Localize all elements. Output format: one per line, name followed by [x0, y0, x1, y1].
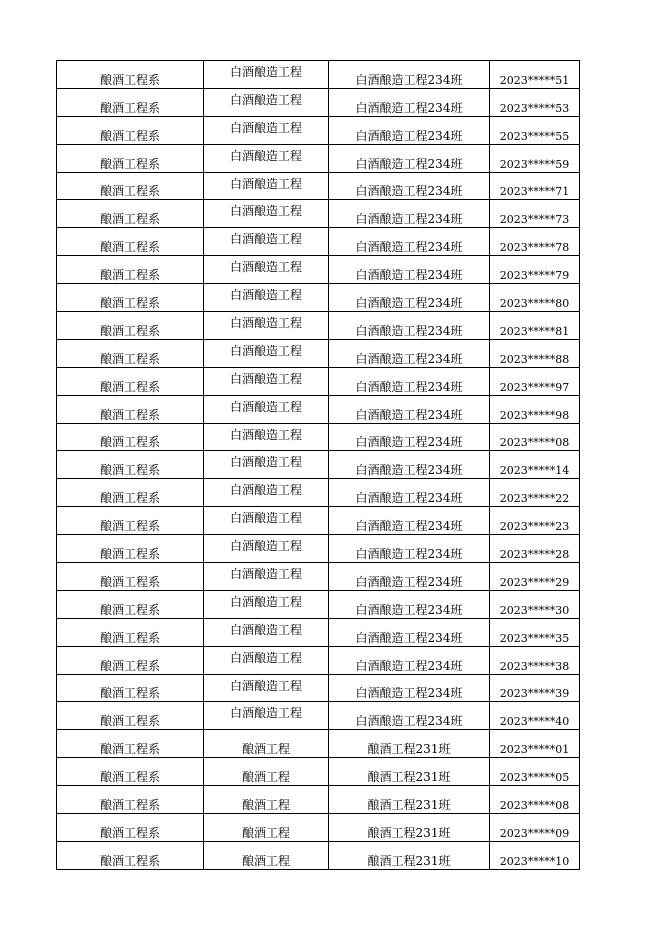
cell-student-id: 2023*****29	[499, 575, 570, 589]
cell-student-id: 2023*****97	[499, 380, 570, 394]
cell-class: 白酒酿造工程234班	[329, 284, 490, 311]
cell-class: 白酒酿造工程234班	[329, 340, 490, 367]
cell-major: 白酒酿造工程	[204, 675, 329, 702]
cell-student-id: 2023*****23	[499, 520, 570, 534]
table-row	[57, 702, 579, 730]
cell-department: 酿酒工程系	[57, 842, 204, 869]
table-row	[57, 675, 579, 703]
cell-class: 白酒酿造工程234班	[329, 256, 490, 283]
cell-class: 白酒酿造工程234班	[329, 145, 490, 172]
cell-student-id: 2023*****39	[499, 687, 570, 701]
cell-department: 酿酒工程系	[57, 675, 204, 702]
cell-major: 白酒酿造工程	[204, 535, 329, 562]
cell-student-id: 2023*****53	[499, 101, 570, 115]
cell-department: 酿酒工程系	[57, 228, 204, 255]
cell-department: 酿酒工程系	[57, 619, 204, 646]
table-row	[57, 312, 579, 340]
table-row	[57, 256, 579, 284]
cell-department: 酿酒工程系	[57, 117, 204, 144]
cell-major: 白酒酿造工程	[204, 451, 329, 478]
cell-department: 酿酒工程系	[57, 563, 204, 590]
cell-class: 白酒酿造工程234班	[329, 89, 490, 116]
cell-department: 酿酒工程系	[57, 396, 204, 423]
table-row	[57, 758, 579, 786]
cell-major: 白酒酿造工程	[204, 256, 329, 283]
table-row	[57, 340, 579, 368]
cell-major: 白酒酿造工程	[204, 368, 329, 395]
cell-department: 酿酒工程系	[57, 591, 204, 618]
cell-department: 酿酒工程系	[57, 758, 204, 785]
cell-major: 白酒酿造工程	[204, 702, 329, 729]
cell-department: 酿酒工程系	[57, 507, 204, 534]
table-row	[57, 89, 579, 117]
cell-student-id: 2023*****38	[499, 659, 570, 673]
student-table	[56, 60, 580, 870]
cell-department: 酿酒工程系	[57, 340, 204, 367]
cell-major: 白酒酿造工程	[204, 424, 329, 451]
cell-department: 酿酒工程系	[57, 535, 204, 562]
table-row	[57, 842, 579, 870]
table-row	[57, 591, 579, 619]
table-row	[57, 479, 579, 507]
cell-class: 白酒酿造工程234班	[329, 61, 490, 88]
cell-class: 酿酒工程231班	[329, 814, 490, 841]
cell-student-id: 2023*****40	[499, 715, 570, 729]
table-row	[57, 424, 579, 452]
cell-major: 白酒酿造工程	[204, 479, 329, 506]
cell-major: 酿酒工程	[204, 758, 329, 785]
cell-major: 酿酒工程	[204, 786, 329, 813]
table-row	[57, 619, 579, 647]
cell-department: 酿酒工程系	[57, 814, 204, 841]
cell-student-id: 2023*****98	[499, 408, 570, 422]
cell-student-id: 2023*****08	[499, 436, 570, 450]
cell-class: 白酒酿造工程234班	[329, 451, 490, 478]
table-row	[57, 396, 579, 424]
cell-class: 白酒酿造工程234班	[329, 702, 490, 729]
cell-major: 白酒酿造工程	[204, 563, 329, 590]
cell-major: 白酒酿造工程	[204, 173, 329, 200]
cell-class: 白酒酿造工程234班	[329, 647, 490, 674]
cell-major: 白酒酿造工程	[204, 312, 329, 339]
cell-student-id: 2023*****05	[499, 771, 570, 785]
cell-class: 白酒酿造工程234班	[329, 200, 490, 227]
cell-department: 酿酒工程系	[57, 145, 204, 172]
table-row	[57, 368, 579, 396]
cell-department: 酿酒工程系	[57, 647, 204, 674]
table-row	[57, 117, 579, 145]
cell-class: 白酒酿造工程234班	[329, 117, 490, 144]
cell-department: 酿酒工程系	[57, 61, 204, 88]
cell-student-id: 2023*****14	[499, 464, 570, 478]
cell-student-id: 2023*****01	[499, 743, 570, 757]
table-row	[57, 173, 579, 201]
cell-class: 白酒酿造工程234班	[329, 368, 490, 395]
table-row	[57, 535, 579, 563]
table-row	[57, 284, 579, 312]
cell-class: 白酒酿造工程234班	[329, 173, 490, 200]
cell-student-id: 2023*****55	[499, 129, 570, 143]
cell-department: 酿酒工程系	[57, 730, 204, 757]
cell-student-id: 2023*****10	[499, 854, 570, 868]
cell-class: 酿酒工程231班	[329, 730, 490, 757]
cell-class: 白酒酿造工程234班	[329, 479, 490, 506]
cell-student-id: 2023*****59	[499, 157, 570, 171]
cell-major: 白酒酿造工程	[204, 396, 329, 423]
cell-class: 酿酒工程231班	[329, 786, 490, 813]
cell-major: 酿酒工程	[204, 730, 329, 757]
cell-student-id: 2023*****51	[499, 73, 570, 87]
cell-department: 酿酒工程系	[57, 479, 204, 506]
cell-class: 白酒酿造工程234班	[329, 507, 490, 534]
cell-student-id: 2023*****30	[499, 603, 570, 617]
cell-major: 白酒酿造工程	[204, 284, 329, 311]
cell-student-id: 2023*****88	[499, 352, 570, 366]
cell-student-id: 2023*****28	[499, 548, 570, 562]
table-row	[57, 200, 579, 228]
cell-department: 酿酒工程系	[57, 173, 204, 200]
cell-major: 白酒酿造工程	[204, 340, 329, 367]
cell-class: 白酒酿造工程234班	[329, 619, 490, 646]
cell-major: 白酒酿造工程	[204, 228, 329, 255]
cell-student-id: 2023*****35	[499, 631, 570, 645]
cell-department: 酿酒工程系	[57, 200, 204, 227]
cell-major: 白酒酿造工程	[204, 89, 329, 116]
cell-major: 白酒酿造工程	[204, 61, 329, 88]
cell-student-id: 2023*****78	[499, 241, 570, 255]
cell-major: 白酒酿造工程	[204, 647, 329, 674]
cell-major: 白酒酿造工程	[204, 507, 329, 534]
cell-student-id: 2023*****71	[499, 185, 570, 199]
cell-major: 酿酒工程	[204, 842, 329, 869]
table-row	[57, 228, 579, 256]
cell-department: 酿酒工程系	[57, 312, 204, 339]
cell-student-id: 2023*****79	[499, 269, 570, 283]
cell-student-id: 2023*****09	[499, 826, 570, 840]
cell-department: 酿酒工程系	[57, 424, 204, 451]
cell-department: 酿酒工程系	[57, 451, 204, 478]
table-row	[57, 647, 579, 675]
cell-class: 白酒酿造工程234班	[329, 563, 490, 590]
cell-class: 酿酒工程231班	[329, 758, 490, 785]
cell-department: 酿酒工程系	[57, 368, 204, 395]
cell-student-id: 2023*****81	[499, 324, 570, 338]
cell-class: 白酒酿造工程234班	[329, 396, 490, 423]
cell-major: 白酒酿造工程	[204, 145, 329, 172]
cell-major: 白酒酿造工程	[204, 200, 329, 227]
cell-class: 白酒酿造工程234班	[329, 535, 490, 562]
cell-student-id: 2023*****73	[499, 213, 570, 227]
table-row	[57, 507, 579, 535]
cell-department: 酿酒工程系	[57, 786, 204, 813]
cell-class: 酿酒工程231班	[329, 842, 490, 869]
table-row	[57, 563, 579, 591]
cell-major: 白酒酿造工程	[204, 619, 329, 646]
table-row	[57, 730, 579, 758]
cell-class: 白酒酿造工程234班	[329, 424, 490, 451]
table-row	[57, 814, 579, 842]
cell-class: 白酒酿造工程234班	[329, 312, 490, 339]
cell-class: 白酒酿造工程234班	[329, 228, 490, 255]
table-row	[57, 451, 579, 479]
cell-major: 酿酒工程	[204, 814, 329, 841]
cell-department: 酿酒工程系	[57, 256, 204, 283]
table-row	[57, 145, 579, 173]
cell-class: 白酒酿造工程234班	[329, 591, 490, 618]
cell-department: 酿酒工程系	[57, 284, 204, 311]
cell-major: 白酒酿造工程	[204, 591, 329, 618]
cell-major: 白酒酿造工程	[204, 117, 329, 144]
cell-department: 酿酒工程系	[57, 89, 204, 116]
cell-student-id: 2023*****22	[499, 492, 570, 506]
cell-student-id: 2023*****08	[499, 799, 570, 813]
cell-department: 酿酒工程系	[57, 702, 204, 729]
cell-class: 白酒酿造工程234班	[329, 675, 490, 702]
cell-student-id: 2023*****80	[499, 297, 570, 311]
table-row	[57, 786, 579, 814]
table-row	[57, 61, 579, 89]
